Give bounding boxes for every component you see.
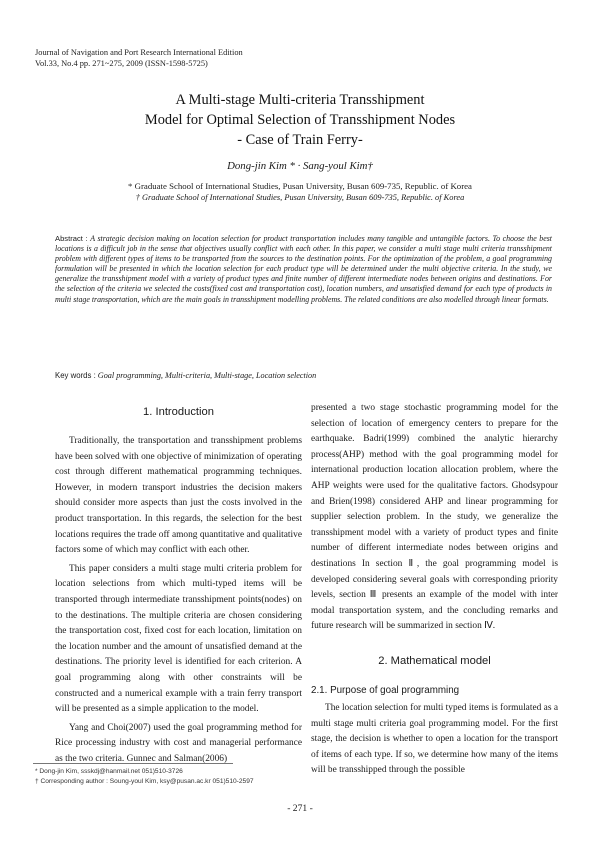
section-heading-introduction: 1. Introduction xyxy=(143,406,214,418)
abstract xyxy=(55,234,552,305)
keywords xyxy=(55,371,316,380)
body-paragraph: This paper considers a multi stage multi criteria problem for location selections from which multi-typed items will be transported through intermediate transshipment points(nodes) on to the destinations. The multiple criteria are chosen considering the transportation cost, fixed cost for each location, limitation on the location number and the amount of unsatisfied demand at the destinations. The priority level is identified for each criterion. A goal programming along with other constraints will be constructed and a numerical example with a train ferry transport will be presented as a simple application to the model. xyxy=(55,563,302,715)
section-heading-mathematical-model: 2. Mathematical model xyxy=(378,654,491,667)
title-line-3: - Case of Train Ferry- xyxy=(237,132,363,148)
footnotes xyxy=(35,767,254,787)
right-column xyxy=(311,401,558,779)
left-column xyxy=(55,400,302,767)
journal-name: Journal of Navigation and Port Research International Edition xyxy=(35,48,243,57)
footnote-1: * Dong-jin Kim, ssskdj@hanmail.net 051)510-3726 xyxy=(35,768,183,775)
body-paragraph-continued: presented a two stage stochastic programming model for the selection of location of emergency centers to prepare for the earthquake. Badri(1999) combined the analytic hierarchy process(AHP) method with the goal programming model for international production location allocation problem, where the AHP weights were used for the qualitative factors. Ghodsypour and Brien(1998) considered AHP and linear programming for supplier selection problem. In the study, we generalize the transshipment model with a variety of product types and finite number of different intermediate nodes between origins and destinations In section Ⅱ, the goal programming model is developed considering several goals with corresponding priority levels, section Ⅲ presents an example of the model with inter modal transportation system, and the concluding remarks and future research will be summarized in section Ⅳ. xyxy=(311,403,558,632)
page-number: - 271 - xyxy=(287,803,313,814)
footnote-divider xyxy=(33,763,233,764)
author-list: Dong-jin Kim * · Sang-youl Kim† xyxy=(227,160,373,172)
affiliation-1: * Graduate School of International Studies, Pusan University, Busan 609-735, Republic. of Korea xyxy=(128,181,472,191)
keywords-label: Key words : xyxy=(55,371,96,380)
abstract-label: Abstract : xyxy=(55,234,88,243)
subsection-heading: 2.1. Purpose of goal programming xyxy=(311,684,460,696)
footnote-2: † Corresponding author : Soung-youl Kim, ksy@pusan.ac.kr 051)510-2597 xyxy=(35,778,254,785)
affiliation-2: † Graduate School of International Studies, Pusan University, Busan 609-735, Republic. of Korea xyxy=(135,193,465,202)
title-line-2: Model for Optimal Selection of Transshipment Nodes xyxy=(144,112,456,128)
keywords-text: Goal programming, Multi-criteria, Multi-stage, Location selection xyxy=(97,371,317,380)
paper-title xyxy=(0,90,600,150)
abstract-text: A strategic decision making on location selection for product transportation includes many tangible and untangible factors. To choose the best locations is a difficult job in the sense that objectives usually conflict with each other. In this paper, we consider a multi stage multi criteria transshipment problem with different types of items to be transported from the sources to the destination points. For the optimization of the problem, a goal programming formulation will be presented in which the location selection for each product type will be determined under the multi objective criteria. In the study, we generalize the transshipment model with a variety of product types and finite number of different intermediate nodes between origins and destinations. For the selection of the criteria we selected the costs(fixed cost and transportation cost), location numbers, and unsatisfied demand for each type of products in multi stage transportation, which are the main goals in transshipment modelling problems. The related conditions are also modelled through linear formats. xyxy=(55,234,552,304)
body-paragraph: The location selection for multi typed items is formulated as a multi stage multi criteria goal programming model. For the first stage, the decision is whether to open a location for the transport of items of each type. If so, we determine how many of the items will be transshipped through the possible xyxy=(311,702,558,776)
journal-header xyxy=(35,47,243,69)
journal-volume: Vol.33, No.4 pp. 271~275, 2009 (ISSN-1598-5725) xyxy=(35,59,208,68)
title-line-1: A Multi-stage Multi-criteria Transshipment xyxy=(175,92,425,108)
body-paragraph: Traditionally, the transportation and transshipment problems have been solved with one objective of minimization of operating cost through different mathematical programming techniques. However, in modern transport industries the decision makers should consider more aspects than just the costs involved in the product transportation. In this regards, the selection for the best locations requires the trade off among quantitative and qualitative factors some of which may conflict with each other. xyxy=(55,436,302,556)
body-paragraph: Yang and Choi(2007) used the goal programming method for Rice processing industry with cost and managerial performance as the two criteria. Gunnec and Salman(2006) xyxy=(55,722,302,764)
